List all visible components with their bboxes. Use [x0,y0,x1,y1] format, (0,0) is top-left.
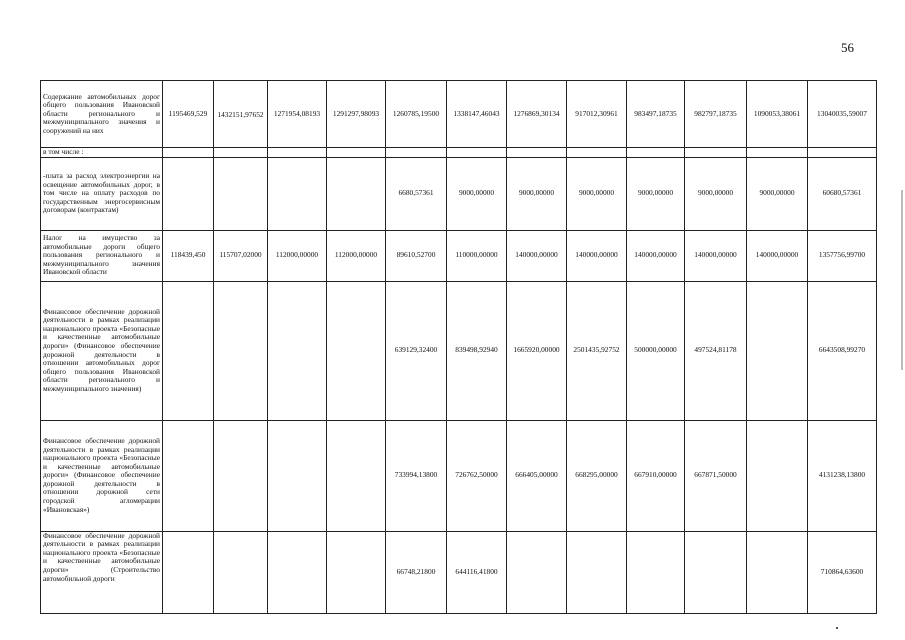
value-cell: 983497,18735 [627,81,685,148]
value-cell: 140000,00000 [685,230,747,281]
row-label: в том числе : [41,148,163,158]
value-cell: 500000,00000 [627,281,685,420]
value-cell: 1271954,08193 [268,81,327,148]
value-cell: 9000,00000 [747,157,808,230]
value-cell [386,148,447,158]
value-cell: 140000,00000 [507,230,567,281]
value-cell [567,531,627,613]
value-cell: 726762,50000 [447,420,507,531]
value-cell: 6680,57361 [386,157,447,230]
row-label: Финансовое обеспечение дорожной деятельности в рамках реализации национального проекта «Безопасные и качественные автомобильные дороги» (Финансовое обеспечение дорожной деятельности в отношении дорожной сети городской агломерации «Ивановская») [41,420,163,531]
value-cell: 112000,00000 [268,230,327,281]
value-cell [163,148,214,158]
row-total-cell: 710864,63600 [808,531,877,613]
value-cell [268,281,327,420]
value-cell: 9000,00000 [627,157,685,230]
value-cell [163,531,214,613]
row-total-cell [808,148,877,158]
value-cell [685,148,747,158]
value-cell [507,531,567,613]
row-total-cell: 60680,57361 [808,157,877,230]
value-cell [747,420,808,531]
row-label: Финансовое обеспечение дорожной деятельности в рамках реализации национального проекта «Безопасные и качественные автомобильные дороги» (Финансовое обеспечение дорожной деятельности в отношении автомобильных дорог общего пользования Ивановской области регионального и межмуниципального значения) [41,281,163,420]
value-cell: 1338147,46043 [447,81,507,148]
page-number: 56 [841,40,854,55]
value-cell: 1291297,98093 [327,81,386,148]
value-cell [214,420,268,531]
row-total-cell: 4131238,13800 [808,420,877,531]
value-cell [747,531,808,613]
value-cell [327,148,386,158]
value-cell [163,420,214,531]
value-cell [567,148,627,158]
value-cell [268,157,327,230]
value-cell [627,148,685,158]
value-cell: 112000,00000 [327,230,386,281]
value-cell: 1276869,30134 [507,81,567,148]
value-cell [268,531,327,613]
value-cell: 1090053,38061 [747,81,808,148]
row-total-cell: 1357756,99700 [808,230,877,281]
value-cell [327,281,386,420]
table-row [41,157,877,230]
value-cell: 982797,18735 [685,81,747,148]
value-cell: 110000,00000 [447,230,507,281]
value-cell [327,420,386,531]
table-row [41,281,877,420]
value-cell: 9000,00000 [447,157,507,230]
value-cell: 644116,41800 [447,531,507,613]
value-cell [214,148,268,158]
scan-speck [836,627,838,629]
value-cell [327,157,386,230]
row-label: Финансовое обеспечение дорожной деятельности в рамках реализации национального проекта «Безопасные и качественные автомобильные дороги» (Строительство автомобильной дороги [41,531,163,613]
value-cell: 667910,00000 [627,420,685,531]
value-cell: 2501435,92752 [567,281,627,420]
scan-edge-mark [901,190,903,370]
value-cell [685,531,747,613]
value-cell: 1260785,19500 [386,81,447,148]
value-cell [627,531,685,613]
value-cell: 839498,92940 [447,281,507,420]
table-row [41,81,877,148]
table-row [41,148,877,158]
value-cell: 666405,00000 [507,420,567,531]
value-cell [214,157,268,230]
value-cell: 89610,52700 [386,230,447,281]
value-cell: 668295,00000 [567,420,627,531]
row-label: -плата за расход электроэнергии на освещение автомобильных дорог, в том числе на оплату расходов по государственным энергосервисным договорам (контрактам) [41,157,163,230]
value-cell [268,420,327,531]
value-cell: 140000,00000 [747,230,808,281]
value-cell: 140000,00000 [627,230,685,281]
value-cell: 9000,00000 [685,157,747,230]
row-total-cell: 13040035,59007 [808,81,877,148]
value-cell: 1665920,00000 [507,281,567,420]
value-cell [747,281,808,420]
value-cell: 1432151,97652 [214,81,268,148]
value-cell: 733994,13800 [386,420,447,531]
table-row [41,230,877,281]
budget-table [40,80,877,614]
value-cell [268,148,327,158]
table-row [41,420,877,531]
value-cell [327,531,386,613]
row-label: Содержание автомобильных дорог общего пользования Ивановской области регионального и межмуниципального значения и сооружений на них [41,81,163,148]
value-cell [214,531,268,613]
value-cell [163,281,214,420]
value-cell: 639129,32400 [386,281,447,420]
value-cell [214,281,268,420]
value-cell: 917012,30961 [567,81,627,148]
row-total-cell: 6643508,99270 [808,281,877,420]
row-label: Налог на имущество за автомобильные дороги общего пользования регионального и межмуниципального значения Ивановской области [41,230,163,281]
value-cell: 497524,81178 [685,281,747,420]
value-cell: 9000,00000 [507,157,567,230]
value-cell [747,148,808,158]
value-cell: 667871,50000 [685,420,747,531]
value-cell [163,157,214,230]
value-cell: 118439,450 [163,230,214,281]
value-cell: 66748,21800 [386,531,447,613]
value-cell: 115707,02000 [214,230,268,281]
value-cell: 1195469,529 [163,81,214,148]
value-cell: 9000,00000 [567,157,627,230]
value-cell: 140000,00000 [567,230,627,281]
value-cell [507,148,567,158]
value-cell [447,148,507,158]
table-row [41,531,877,613]
